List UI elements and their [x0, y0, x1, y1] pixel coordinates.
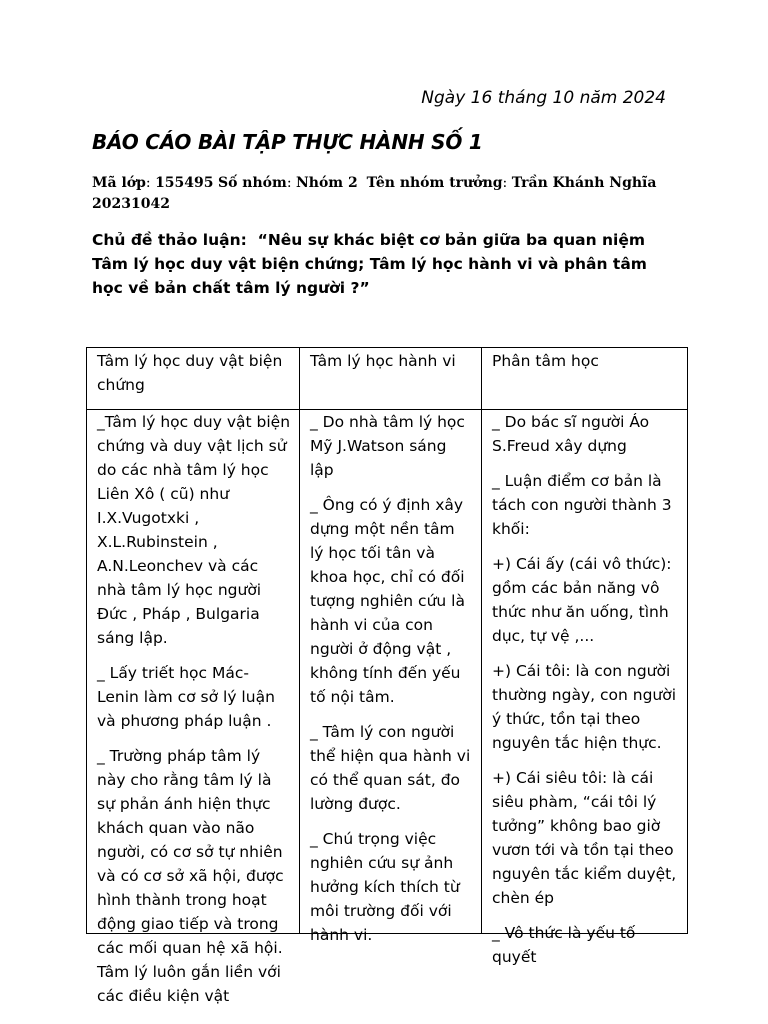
cell-paragraph: _Tâm lý học duy vật biện chứng và duy vật lịch sử do các nhà tâm lý học Liên Xô ( cũ) như I.X.Vugotxki , X.L.Rubinstein , A.N.Leonchev và các nhà tâm lý học người Đức , Pháp , Bulgaria sáng lập.: [97, 413, 291, 647]
cell-paragraph: _ Tâm lý con người thể hiện qua hành vi có thể quan sát, đo lường được.: [310, 723, 471, 813]
cell-psychoanalysis: [482, 410, 688, 966]
cell-paragraph: +) Cái ấy (cái vô thức): gồm các bản năng vô thức như ăn uống, tình dục, tự vệ ,...: [492, 555, 672, 645]
table-header-row: [87, 348, 688, 410]
cell-paragraph: _ Ông có ý định xây dựng một nền tâm lý học tối tân và khoa học, chỉ có đối tượng nghiên cứu là hành vi của con người ở động vật , không tính đến yếu tố nội tâm.: [310, 496, 465, 706]
report-meta: Mã lớp: 155495 Số nhóm: Nhóm 2 Tên nhóm trưởng: Trần Khánh Nghĩa 20231042: [92, 175, 657, 212]
leader-value: Trần Khánh Nghĩa 20231042: [92, 175, 657, 212]
cell-paragraph: _ Do nhà tâm lý học Mỹ J.Watson sáng lập: [310, 413, 465, 479]
cell-paragraph: +) Cái siêu tôi: là cái siêu phàm, “cái tôi lý tưởng” không bao giờ vươn tới và tồn tại theo nguyên tắc kiểm duyệt, chèn ép: [492, 769, 677, 907]
header-dialectical-materialism: Tâm lý học duy vật biện chứng: [87, 348, 300, 410]
cell-paragraph: _ Do bác sĩ người Áo S.Freud xây dựng: [492, 413, 650, 455]
cell-dialectical-materialism: [87, 410, 300, 1005]
cell-behaviorism: [300, 410, 482, 944]
topic-label: Chủ đề thảo luận:: [92, 231, 247, 249]
group-label: Số nhóm: [217, 175, 287, 191]
class-code: 155495: [155, 175, 214, 191]
header-behaviorism: Tâm lý học hành vi: [300, 348, 482, 410]
cell-paragraph: _ Lấy triết học Mác- Lenin làm cơ sở lý luận và phương pháp luận .: [97, 664, 275, 730]
cell-paragraph: _ Chú trọng việc nghiên cứu sự ảnh hưởng kích thích từ môi trường đối với hành vi.: [310, 830, 460, 944]
report-title: BÁO CÁO BÀI TẬP THỰC HÀNH SỐ 1: [92, 130, 483, 154]
table-row: [87, 410, 688, 934]
cell-paragraph: _ Trường pháp tâm lý này cho rằng tâm lý là sự phản ánh hiện thực khách quan vào não người, có cơ sở tự nhiên và có cơ sở xã hội, được hình thành trong hoạt động giao tiếp và trong các mối quan hệ xã hội. Tâm lý luôn gắn liền với các điều kiện vật: [97, 747, 284, 1005]
discussion-topic: [92, 228, 682, 300]
class-code-label: Mã lớp: [92, 175, 146, 191]
topic-text: “Nêu sự khác biệt cơ bản giữa ba quan niệm Tâm lý học duy vật biện chứng; Tâm lý học hành vi và phân tâm học về bản chất tâm lý người ?”: [92, 231, 647, 297]
group-value: Nhóm 2: [295, 175, 358, 191]
cell-paragraph: _ Vô thức là yếu tố quyết: [492, 924, 636, 966]
cell-paragraph: +) Cái tôi: là con người thường ngày, con người ý thức, tồn tại theo nguyên tắc hiện thực.: [492, 662, 677, 752]
report-date: Ngày 16 tháng 10 năm 2024: [421, 88, 666, 108]
leader-label: Tên nhóm trưởng: [366, 175, 503, 191]
header-psychoanalysis: Phân tâm học: [482, 348, 688, 410]
cell-paragraph: _ Luận điểm cơ bản là tách con người thành 3 khối:: [492, 472, 672, 538]
comparison-table: [86, 347, 688, 1005]
